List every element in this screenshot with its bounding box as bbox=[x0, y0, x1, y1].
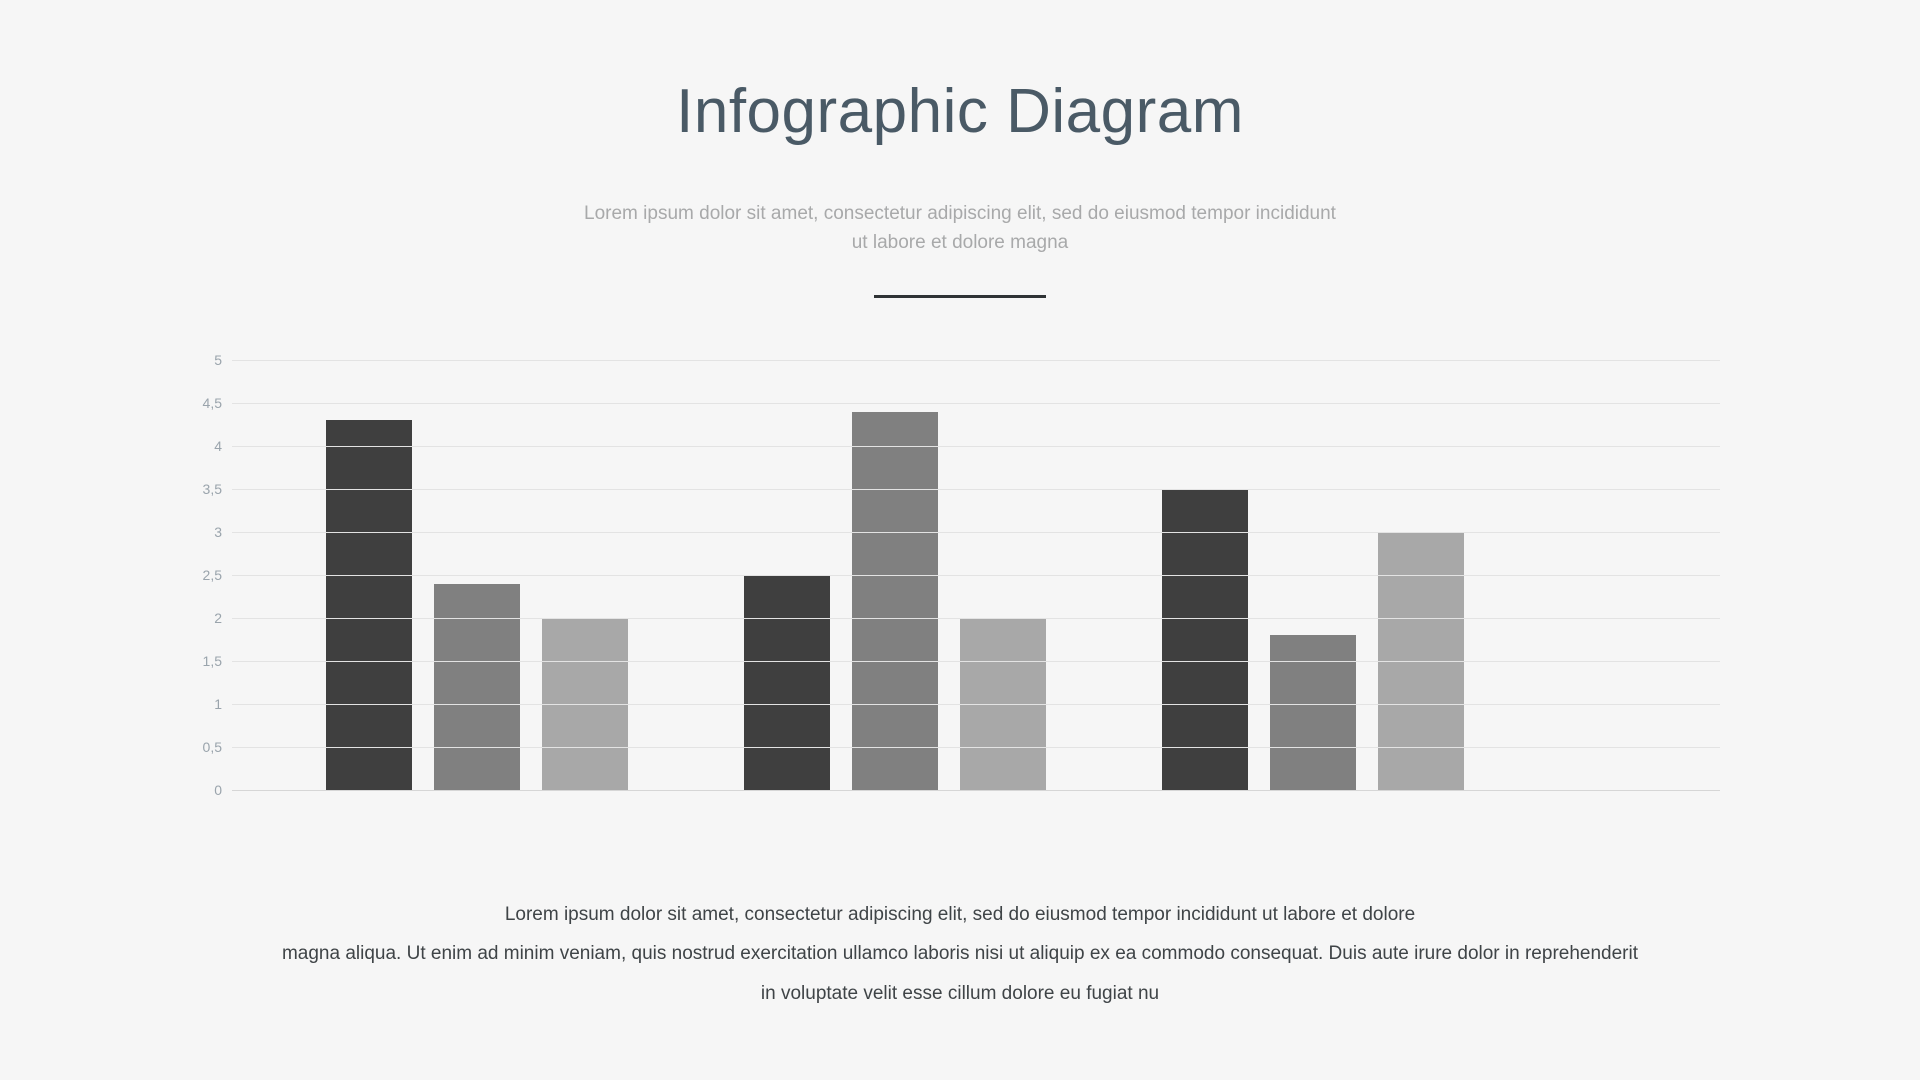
bar-chart bbox=[196, 352, 1720, 798]
gridline bbox=[232, 532, 1720, 533]
bar bbox=[744, 575, 830, 790]
bar bbox=[1162, 489, 1248, 790]
footer-line-2: magna aliqua. Ut enim ad minim veniam, quis nostrud exercitation ullamco laboris nisi ut aliquip ex ea commodo consequat. Duis aute irure dolor in reprehenderit bbox=[281, 943, 1639, 965]
y-axis-tick-label: 0 bbox=[214, 782, 222, 798]
bar bbox=[326, 420, 412, 790]
y-axis-tick-label: 4 bbox=[214, 438, 222, 454]
title-divider bbox=[874, 295, 1046, 298]
gridline bbox=[232, 575, 1720, 576]
gridline bbox=[232, 618, 1720, 619]
bar bbox=[434, 584, 520, 790]
y-axis-tick-label: 0,5 bbox=[202, 739, 222, 755]
gridline bbox=[232, 704, 1720, 705]
footer-line-3: in voluptate velit esse cillum dolore eu fugiat nu bbox=[760, 982, 1160, 1004]
y-axis-tick-label: 2,5 bbox=[202, 567, 222, 583]
gridline bbox=[232, 747, 1720, 748]
gridline bbox=[232, 661, 1720, 662]
bar bbox=[852, 412, 938, 790]
y-axis-tick-label: 4,5 bbox=[202, 395, 222, 411]
y-axis-tick-label: 1,5 bbox=[202, 653, 222, 669]
page-subtitle: Lorem ipsum dolor sit amet, consectetur adipiscing elit, sed do eiusmod tempor incididunt ut labore et dolore magna bbox=[584, 203, 1336, 253]
y-axis-tick-label: 2 bbox=[214, 610, 222, 626]
gridline bbox=[232, 489, 1720, 490]
page-title: Infographic Diagram bbox=[676, 77, 1244, 146]
gridline bbox=[232, 446, 1720, 447]
chart-plot-area bbox=[232, 360, 1720, 790]
y-axis bbox=[196, 352, 232, 798]
gridline bbox=[232, 360, 1720, 361]
y-axis-tick-label: 3,5 bbox=[202, 481, 222, 497]
gridline bbox=[232, 790, 1720, 791]
footer-text bbox=[200, 900, 1720, 1018]
y-axis-tick-label: 3 bbox=[214, 524, 222, 540]
bar bbox=[1270, 635, 1356, 790]
y-axis-tick-label: 1 bbox=[214, 696, 222, 712]
footer-line-1: Lorem ipsum dolor sit amet, consectetur adipiscing elit, sed do eiusmod tempor incididunt ut labore et dolore bbox=[504, 904, 1416, 925]
gridline bbox=[232, 403, 1720, 404]
y-axis-tick-label: 5 bbox=[214, 352, 222, 368]
